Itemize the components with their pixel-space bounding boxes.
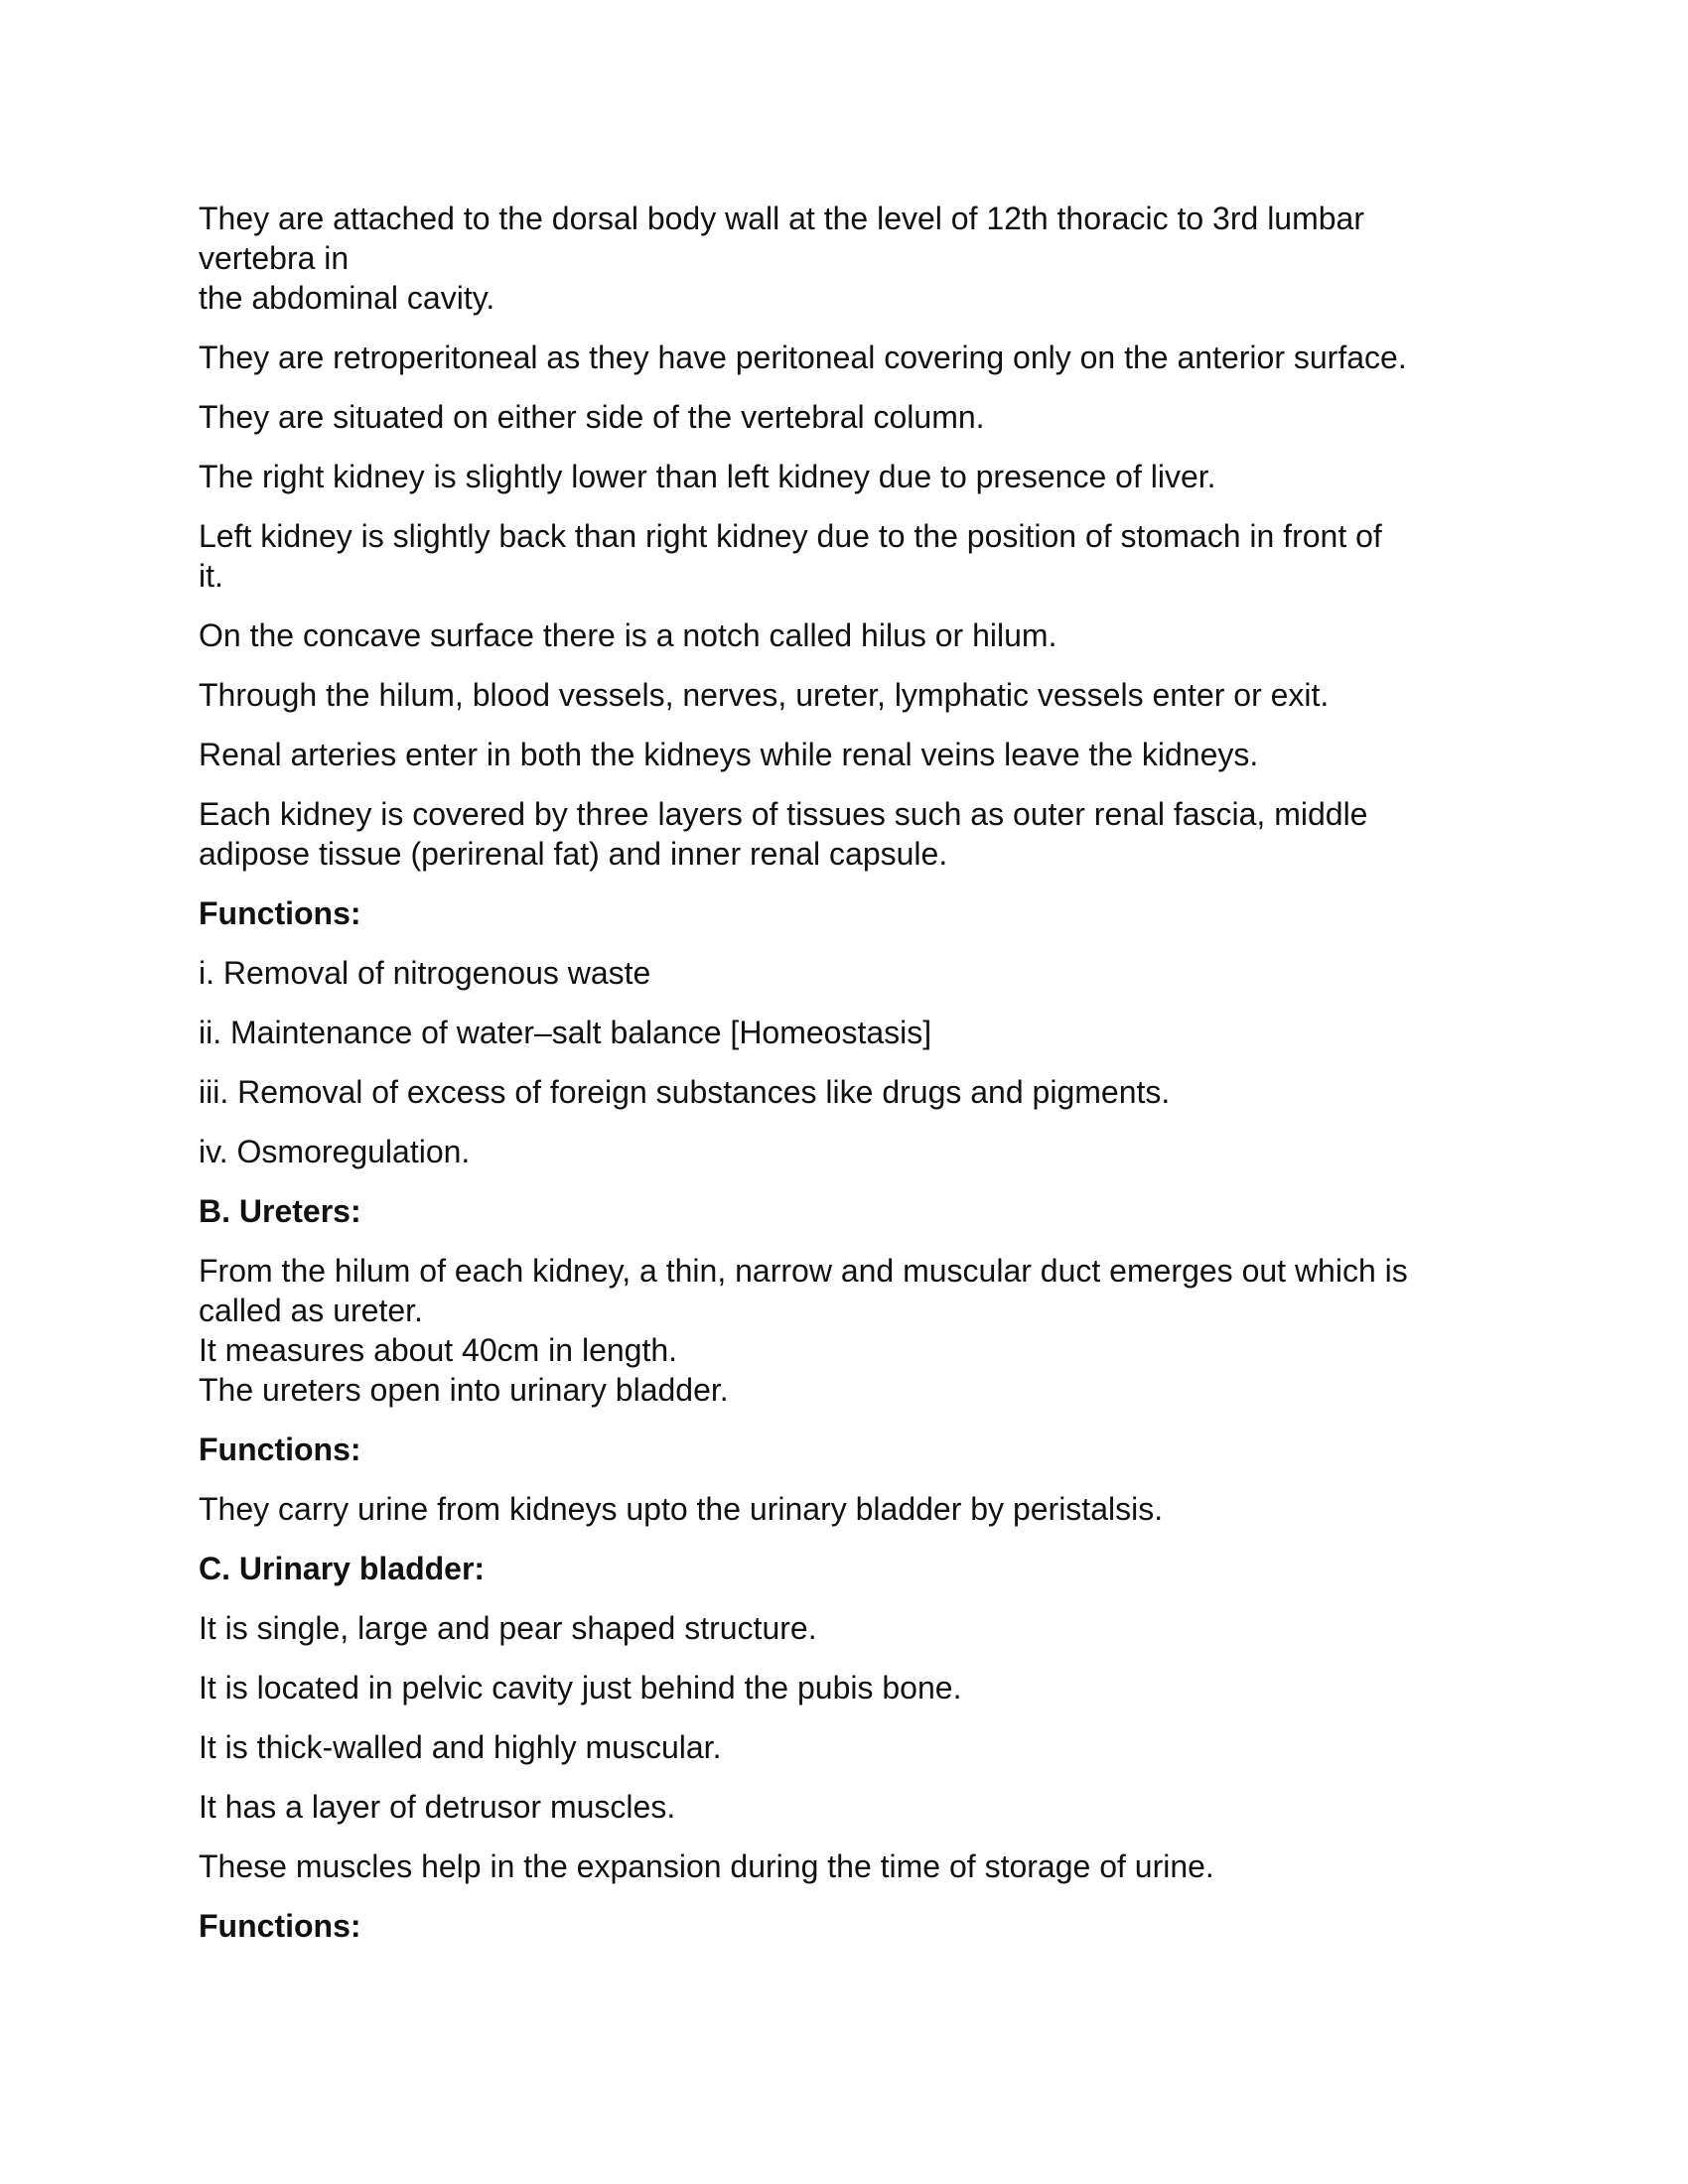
function-item: i. Removal of nitrogenous waste [199,955,651,991]
left-kidney-paragraph [199,516,1489,596]
text-line: Each kidney is covered by three layers of tissues such as outer renal fascia, middle [199,796,1368,832]
text-line: From the hilum of each kidney, a thin, narrow and muscular duct emerges out which is [199,1253,1408,1289]
function-item: iii. Removal of excess of foreign substances like drugs and pigments. [199,1074,1171,1110]
hilum-vessels-paragraph: Through the hilum, blood vessels, nerves, ureter, lymphatic vessels enter or exit. [199,677,1330,713]
bladder-expansion-paragraph: These muscles help in the expansion during the time of storage of urine. [199,1848,1214,1884]
text-line: They are attached to the dorsal body wall at the level of 12th thoracic to 3rd lumbar [199,201,1364,236]
ureters-functions-text: They carry urine from kidneys upto the urinary bladder by peristalsis. [199,1491,1164,1527]
ureters-functions-heading: Functions: [199,1432,361,1467]
text-line: the abdominal cavity. [199,280,495,316]
kidney-layers-paragraph [199,794,1489,874]
ureters-heading: B. Ureters: [199,1193,361,1229]
renal-arteries-paragraph: Renal arteries enter in both the kidneys while renal veins leave the kidneys. [199,737,1259,772]
text-line: adipose tissue (perirenal fat) and inner renal capsule. [199,836,948,872]
urinary-bladder-heading: C. Urinary bladder: [199,1551,486,1586]
bladder-detrusor-paragraph: It has a layer of detrusor muscles. [199,1789,676,1825]
function-item: ii. Maintenance of water–salt balance [Homeostasis] [199,1015,932,1050]
text-line: The ureters open into urinary bladder. [199,1372,729,1408]
text-line: It measures about 40cm in length. [199,1332,678,1368]
vertebral-column-paragraph: They are situated on either side of the vertebral column. [199,399,985,435]
text-line: Left kidney is slightly back than right kidney due to the position of stomach in front of [199,518,1382,554]
bladder-location-paragraph: It is located in pelvic cavity just behind the pubis bone. [199,1670,962,1706]
hilum-notch-paragraph: On the concave surface there is a notch called hilus or hilum. [199,617,1057,653]
kidney-functions-heading: Functions: [199,895,361,931]
bladder-functions-heading: Functions: [199,1908,361,1944]
ureters-paragraph [199,1251,1489,1410]
retroperitoneal-paragraph: They are retroperitoneal as they have peritoneal covering only on the anterior surface. [199,340,1407,375]
function-item: iv. Osmoregulation. [199,1134,471,1169]
kidney-attachment-paragraph [199,199,1489,318]
bladder-wall-paragraph: It is thick-walled and highly muscular. [199,1729,722,1765]
bladder-shape-paragraph: It is single, large and pear shaped structure. [199,1610,817,1646]
right-kidney-paragraph: The right kidney is slightly lower than left kidney due to presence of liver. [199,459,1216,494]
document-page [199,199,1489,1966]
text-line: it. [199,558,223,594]
text-line: vertebra in [199,240,350,276]
text-line: called as ureter. [199,1293,423,1328]
